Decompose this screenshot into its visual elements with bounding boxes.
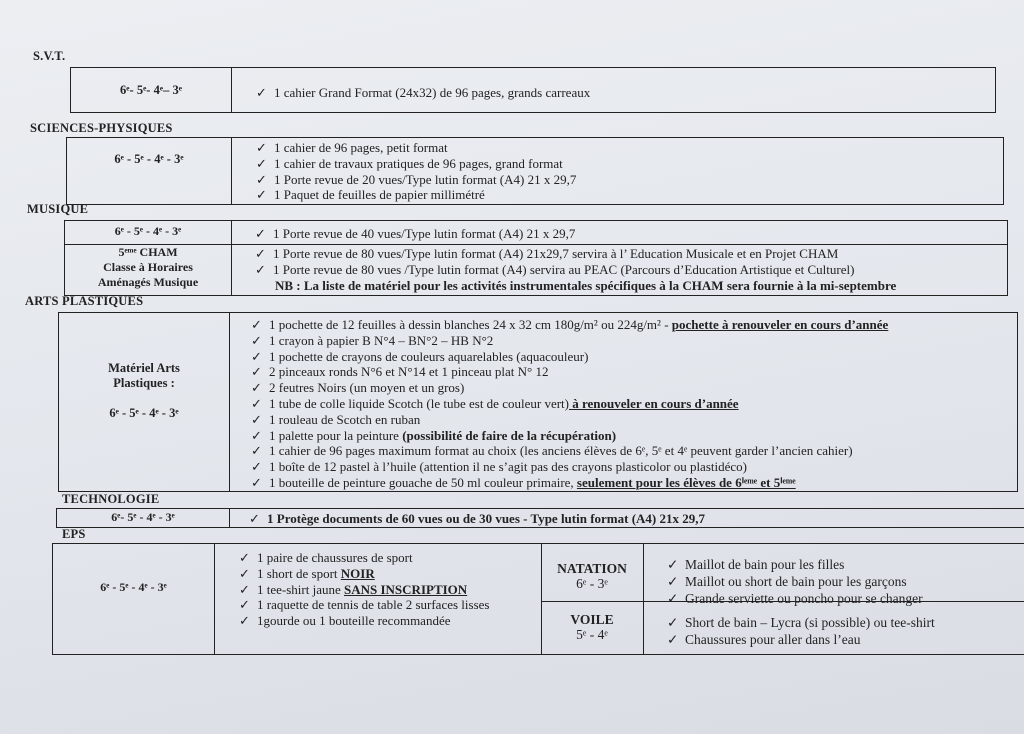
table-sciences-physiques [66, 137, 1004, 205]
natation-title: NATATION [557, 561, 627, 576]
item-text: (possibilité de faire de la récupération) [402, 427, 617, 443]
list-item [256, 187, 576, 203]
cham-items [255, 246, 896, 293]
checkmark-icon: ✓ [255, 246, 266, 261]
item-text: 1 rouleau de Scotch en ruban [269, 411, 421, 427]
item-text: 2 feutres Noirs (un moyen et un gros) [269, 380, 465, 396]
list-item [667, 590, 923, 607]
checkmark-icon: ✓ [667, 632, 679, 647]
item-text: 1 tee-shirt jaune [257, 581, 344, 597]
checkmark-icon: ✓ [256, 85, 267, 100]
levels: 6ᵉ - 5ᵉ - 4ᵉ - 3ᵉ [114, 152, 184, 166]
checkmark-icon: ✓ [251, 348, 262, 364]
checkmark-icon: ✓ [256, 155, 267, 171]
section-title-sciences-physiques: SCIENCES-PHYSIQUES [30, 121, 173, 135]
cham-label-line: Aménagés Musique [97, 275, 199, 289]
list-item [251, 333, 888, 349]
checkmark-icon: ✓ [251, 443, 262, 459]
list-item [251, 459, 888, 475]
list-item [249, 511, 705, 527]
list-item [239, 597, 489, 613]
checkmark-icon: ✓ [255, 226, 266, 241]
checkmark-icon: ✓ [251, 411, 262, 427]
item-text: Maillot ou short de bain pour les garçons [685, 574, 907, 589]
item-text: 1 crayon à papier B N°4 – BN°2 – HB N°2 [269, 332, 494, 348]
checkmark-icon: ✓ [251, 332, 262, 348]
table-svt [70, 67, 996, 113]
item-list [256, 85, 590, 101]
list-item [251, 475, 888, 491]
item-text: 1 cahier Grand Format (24x32) de 96 pages, grands carreaux [274, 85, 591, 100]
levels: 6ᵉ- 5ᵉ- 4ᵉ– 3ᵉ [120, 83, 182, 97]
list-item [255, 246, 896, 262]
natation-label [541, 561, 643, 591]
list-item [255, 262, 896, 278]
item-list [239, 550, 489, 629]
checkmark-icon: ✓ [256, 171, 267, 187]
list-item [239, 582, 489, 598]
natation-items [667, 556, 923, 607]
list-item [667, 556, 923, 573]
item-text: 1 tube de colle liquide Scotch (le tube est de couleur vert) [269, 395, 569, 411]
item-text: 1 short de sport [257, 565, 341, 581]
item-text: 1 paire de chaussures de sport [257, 550, 413, 565]
section-title-eps: EPS [62, 527, 86, 541]
item-text: Chaussures pour aller dans l’eau [685, 632, 861, 647]
list-item [667, 614, 935, 631]
item-text: 1 pochette de 12 feuilles à dessin blanches 24 x 32 cm 180g/m² ou 224g/m² - [269, 317, 672, 332]
table-arts-plastiques [58, 312, 1018, 492]
item-text: Maillot de bain pour les filles [685, 557, 845, 572]
list-item [256, 156, 576, 172]
item-text: 1 palette pour la peinture [269, 427, 403, 443]
item-text: 2 pinceaux ronds N°6 et N°14 et 1 pinceau plat N° 12 [269, 364, 549, 380]
item-text: 1 pochette de crayons de couleurs aquarelables (aquacouleur) [269, 348, 589, 364]
list-item [251, 443, 888, 459]
item-text: 1gourde ou 1 bouteille recommandée [257, 613, 451, 629]
levels: 6ᵉ- 5ᵉ - 4ᵉ - 3ᵉ [111, 510, 175, 524]
item-text: Short de bain – Lycra (si possible) ou tee-shirt [685, 615, 935, 630]
checkmark-icon: ✓ [239, 613, 250, 629]
item-text: NOIR [340, 565, 375, 581]
checkmark-icon: ✓ [249, 511, 260, 526]
list-item [251, 380, 888, 396]
item-text: 1 cahier de 96 pages maximum format au choix (les anciens élèves de 6ᵉ, 5ᵉ et 4ᵉ peuvent garder l’ancien cahier) [269, 443, 853, 459]
item-text: pochette à renouveler en cours d’année [671, 317, 889, 332]
item-text: 1 bouteille de peinture gouache de 50 ml couleur primaire, [269, 474, 577, 490]
section-title-svt: S.V.T. [33, 49, 66, 63]
list-item [251, 428, 888, 444]
list-item [256, 140, 576, 156]
checkmark-icon: ✓ [251, 459, 262, 475]
voile-title: VOILE [570, 612, 614, 627]
item-text: seulement pour les élèves de 6ⁱᵉᵐᵉ et 5ⁱᵉᵐᵉ [576, 474, 796, 490]
checkmark-icon: ✓ [255, 261, 266, 277]
checkmark-icon: ✓ [251, 427, 262, 443]
item-text: 1 Porte revue de 40 vues/Type lutin format (A4) 21 x 29,7 [273, 226, 576, 241]
table-musique [64, 220, 1008, 296]
item-text: SANS INSCRIPTION [344, 581, 468, 597]
levels: 6ᵉ - 5ᵉ - 4ᵉ - 3ᵉ [114, 224, 182, 238]
list-item [251, 412, 888, 428]
voile-items [667, 614, 935, 648]
list-item [256, 172, 576, 188]
item-text: 1 cahier de 96 pages, petit format [274, 140, 448, 155]
item-text: 1 Porte revue de 80 vues/Type lutin format (A4) 21x29,7 servira à l’ Education Musicale et en Projet CHAM [273, 246, 839, 261]
table-eps [52, 543, 1024, 655]
cham-label-line: Classe à Horaires [103, 260, 193, 274]
levels: 6ᵉ - 5ᵉ - 4ᵉ - 3ᵉ [109, 406, 179, 420]
list-item [251, 317, 888, 333]
list-item [239, 613, 489, 629]
checkmark-icon: ✓ [251, 380, 262, 396]
checkmark-icon: ✓ [251, 317, 262, 332]
checkmark-icon: ✓ [239, 581, 250, 597]
checkmark-icon: ✓ [256, 140, 267, 155]
item-list [255, 226, 575, 242]
item-text: 1 Porte revue de 80 vues /Type lutin format (A4) servira au PEAC (Parcours d’Education Artistique et Culturel) [273, 261, 855, 277]
item-text: 1 Paquet de feuilles de papier millimétré [274, 187, 485, 203]
item-text: à renouveler en cours d’année [568, 395, 739, 411]
item-list [251, 317, 888, 491]
natation-levels: 6ᵉ - 3ᵉ [576, 576, 608, 591]
table-technologie [56, 508, 1024, 528]
checkmark-icon: ✓ [667, 591, 679, 606]
checkmark-icon: ✓ [239, 565, 250, 581]
checkmark-icon: ✓ [667, 557, 679, 572]
item-list [255, 246, 896, 278]
list-item [255, 226, 575, 242]
item-text: Grande serviette ou poncho pour se changer [685, 591, 923, 606]
cham-label-line: 5ᵉᵐᵉ CHAM [118, 245, 178, 259]
list-item [251, 396, 888, 412]
section-title-musique: MUSIQUE [27, 202, 89, 216]
checkmark-icon: ✓ [239, 550, 250, 565]
section-title-arts-plastiques: ARTS PLASTIQUES [25, 294, 144, 308]
item-text: 1 boîte de 12 pastel à l’huile (attention il ne s’agit pas des crayons plasticolor ou plastidéco) [269, 459, 747, 475]
arts-label-line: Matériel Arts [108, 361, 180, 375]
cham-label [65, 245, 231, 290]
list-item [251, 364, 888, 380]
voile-label [541, 612, 643, 642]
list-item [256, 85, 590, 101]
list-item [667, 573, 923, 590]
list-item [239, 550, 489, 566]
checkmark-icon: ✓ [667, 574, 679, 589]
item-text: 1 cahier de travaux pratiques de 96 pages, grand format [274, 155, 563, 171]
arts-label [59, 361, 229, 421]
item-list [249, 511, 705, 527]
list-item [239, 566, 489, 582]
item-list [256, 140, 576, 203]
cham-note: NB : La liste de matériel pour les activités instrumentales spécifiques à la CHAM sera fournie à la mi-septembre [275, 277, 897, 293]
voile-levels: 5ᵉ - 4ᵉ [576, 627, 608, 642]
checkmark-icon: ✓ [251, 364, 262, 380]
levels: 6ᵉ - 5ᵉ - 4ᵉ - 3ᵉ [100, 580, 167, 594]
item-text: 1 raquette de tennis de table 2 surfaces lisses [257, 597, 490, 613]
arts-label-line: Plastiques : [113, 376, 175, 390]
list-item [667, 631, 935, 648]
checkmark-icon: ✓ [251, 474, 262, 490]
list-item [251, 349, 888, 365]
checkmark-icon: ✓ [251, 395, 262, 411]
item-text: 1 Protège documents de 60 vues ou de 30 vues - Type lutin format (A4) 21x 29,7 [267, 511, 706, 526]
checkmark-icon: ✓ [667, 615, 679, 630]
section-title-technologie: TECHNOLOGIE [62, 492, 160, 506]
item-text: 1 Porte revue de 20 vues/Type lutin format (A4) 21 x 29,7 [274, 171, 577, 187]
checkmark-icon: ✓ [239, 597, 250, 613]
checkmark-icon: ✓ [256, 187, 267, 203]
